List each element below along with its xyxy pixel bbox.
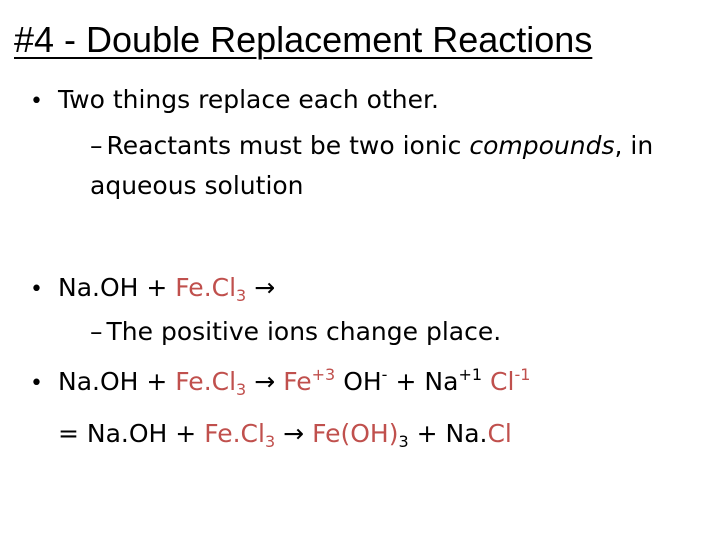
fecl-formula: Fe.Cl	[175, 273, 237, 302]
reaction-arrow: →	[254, 367, 276, 396]
naoh-formula: Na.OH +	[58, 367, 176, 396]
cl-ion-charge: -1	[514, 365, 531, 384]
bullet-1-text: Two things replace each other.	[58, 85, 439, 114]
fecl-formula: Fe.Cl	[175, 367, 237, 396]
reaction-arrow: →	[283, 419, 305, 448]
oh-ion: OH	[343, 367, 382, 396]
sub-bullet-1-line-1	[90, 130, 653, 162]
nacl-product: + Na.	[408, 419, 488, 448]
nacl-cl: Cl	[487, 419, 512, 448]
sub-bullet-1-suffix: , in	[614, 131, 654, 160]
bullet-2-equation	[58, 272, 283, 304]
feoh-subscript: 3	[398, 432, 409, 451]
compounds-italic: compounds	[469, 131, 615, 160]
fecl-formula: Fe.Cl	[204, 419, 265, 448]
sub-bullet-1-text: Reactants must be two ionic	[106, 131, 470, 160]
sub-bullet-1-line-2: aqueous solution	[90, 171, 304, 200]
bullet-marker: •	[30, 277, 43, 302]
oh-ion-charge: -	[381, 365, 388, 384]
equals-naoh: = Na.OH +	[58, 419, 205, 448]
sub-bullet-dash: –	[90, 131, 103, 160]
sub-bullet-dash: –	[90, 317, 103, 346]
feoh-product: Fe(OH)	[312, 419, 399, 448]
naoh-formula: Na.OH +	[58, 273, 176, 302]
fecl-subscript: 3	[236, 286, 247, 305]
slide-title: #4 - Double Replacement Reactions	[14, 19, 593, 60]
fe-ion-charge: +3	[311, 365, 336, 384]
fecl-subscript: 3	[236, 380, 247, 399]
fe-ion: Fe	[283, 367, 312, 396]
sub-bullet-2-text: The positive ions change place.	[106, 317, 502, 346]
na-ion-charge: +1	[458, 365, 483, 384]
result-equation	[58, 418, 512, 450]
bullet-marker: •	[30, 371, 43, 396]
na-ion: Na	[424, 367, 459, 396]
plus-sign: +	[395, 367, 417, 396]
bullet-3-equation	[58, 366, 530, 398]
sub-bullet-2	[90, 316, 501, 348]
cl-ion: Cl	[490, 367, 515, 396]
reaction-arrow: →	[254, 273, 276, 302]
bullet-marker: •	[30, 89, 43, 114]
fecl-subscript: 3	[264, 432, 276, 451]
